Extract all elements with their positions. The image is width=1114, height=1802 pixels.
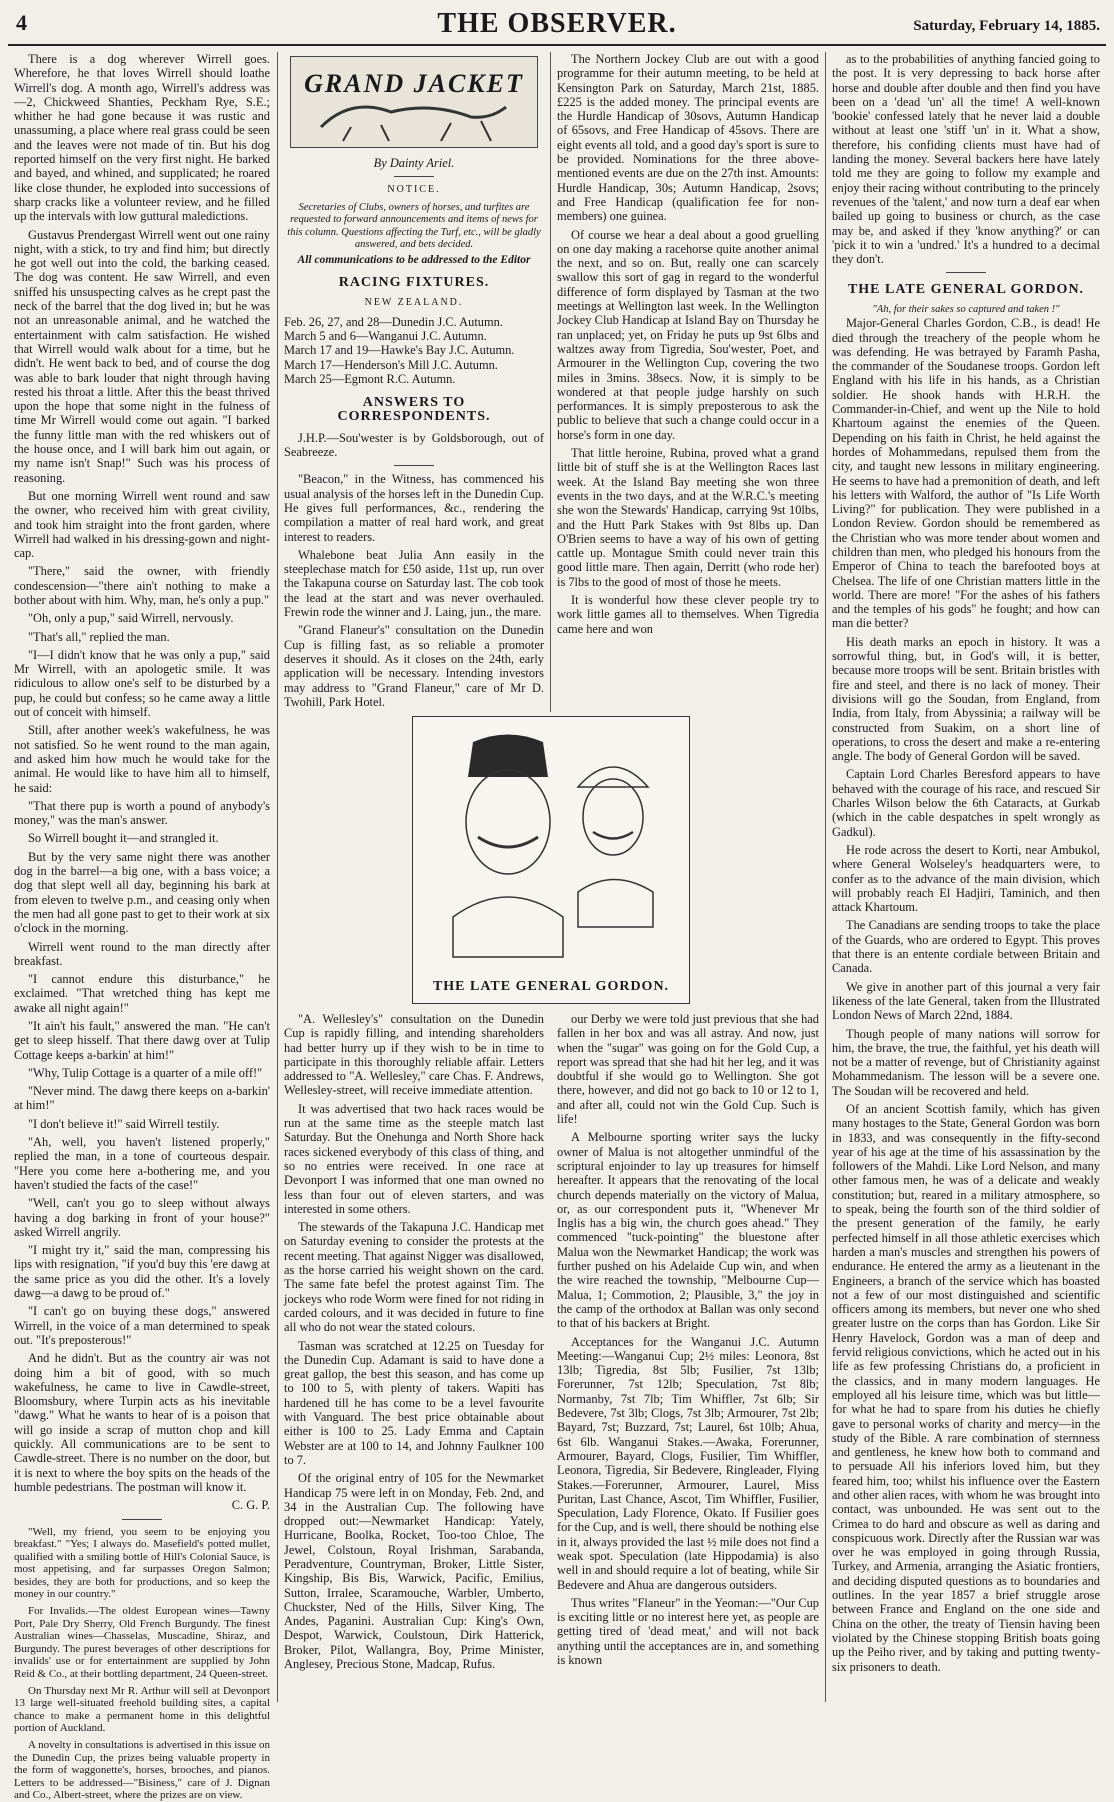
racing-paragraph: our Derby we were told just previous that she had fallen in her box and was all astray. And now, just when the "sugar" was going on for the Gold Cup, a report was spread that she had hit her leg, and it was doubtful if she would go to Wellington. She got there, however, and did not go back to 10 or 12 to 1, and after all, could not win the Gold Cup. Such is life! [557,1012,819,1127]
racing-column-lower [284,1012,544,1702]
racing-notes [832,52,1100,266]
gordon-paragraph: Major-General Charles Gordon, C.B., is dead! He died through the treachery of the people whom he was defending. He was betrayed by Faramh Pasha, the commander of the Soudanese troops. Gordon left England with his life in his hands, as a Christian soldier. He shook hands with H.R.H. the Commander-in-Chief, and went up the Nile to hold Khartoum against the enemies of the Queen. Depending on his faith in Christ, he held against the hordes of Mohammedans, repulsed them from the city, and taught new lessons in military engineering. He seems to have had a premonition of death, and left his letters with Walford, the author of "Is Life Worth Living?" for publication. They were published in a London Review. Gordon should be remembered as the Christian who was more tender about women and children than men, who pledged his honours from the Emperor of China to teach the barefooted boys at Chelsea. The life of one Christian matters little in the world. There are more! "For the ashes of his fathers and the temples of his gods" he fought; and how can man die better? [832,316,1100,631]
racing-paragraph: Tasman was scratched at 12.25 on Tuesday for the Dunedin Cup. Adamant is said to have done a great gallop, the best this season, and has come up to 100 to 5, with plenty of takers. Wapiti has hardened till he has come to be a level favourite with Vanguard. The best price obtainable about either is 100 to 25. Lady Emma and Captain Webster are at 100 to 14, and Johnny Faulkner 100 to 7. [284,1338,544,1467]
story-paragraph: "I don't believe it!" said Wirrell testily. [28,1116,220,1131]
story-paragraph: Gustavus Prendergast Wirrell went out one rainy night, with a stick, to try and find him; but directly he got well out into the cold, the barking ceased. The dog was content. He saw Wirrell, and even sniffed his unsuspecting calves as he crept past the neck of the barrel that the dog lived in; but he was not an unreasonable animal, and he watched the entertainment with calm satisfaction. He wished that Wirrell would walk about for a time, but he didn't. He went back to bed, and of course the dog was able to bark louder that night through having rested his throat a little. After this the beast thrived upon the hope that some night in the fulness of time Mr Wirrell would come out again. "I barked the funny little man with the red whiskers out of the house once, and I will bark him out again, or my name isn't Snap!" Such was his process of reasoning. [14,227,270,485]
racing-notes [557,1012,819,1667]
newspaper-title: THE OBSERVER. [437,8,677,39]
racing-column-continued [557,52,819,702]
story-column [14,52,270,1802]
story-paragraph: But by the very same night there was another dog in the barrel—a big one, with a bass voice; a dog that slept well all day, beginning his bark at from eleven to twelve p.m., and ceasing only when the men had all gone past to get to their work at six o'clock in the morning. [14,849,270,936]
advertisements [14,1526,270,1802]
gordon-paragraph: He rode across the desert to Korti, near Ambukol, where General Wolseley's headquarters were, to confer as to the advance of the main division, which will probably reach El Hadjiri, Taminich, and then attack Khartoum. [832,842,1100,915]
story-paragraph: "I cannot endure this disturbance," he exclaimed. "That wretched thing has kept me awake all night again!" [14,972,270,1015]
gordon-illustration [412,716,690,1004]
gordon-paragraph: Captain Lord Charles Beresford appears to have behaved with the courage of his race, and rescued Sir Charles Wilson below the 6th Cataracts, at Gurkab (which in the cable despatches in spelt wrongly as Gadkul). [832,767,1100,839]
racing-paragraph: It is wonderful how these clever people try to work little games all to themselves. When Tigredia came here and won [557,592,819,636]
fixture-item: March 17 and 19—Hawke's Bay J.C. Autumn. [284,343,515,358]
divider [122,1519,162,1520]
story-paragraph: "I can't go on buying these dogs," answered Wirrell, in the voice of a man determined to speak out. "It's preposterous!" [14,1304,270,1347]
story-paragraph: "It ain't his fault," answered the man. "He can't get to sleep hisself. That there dawg over at Tulip Cottage keeps a-barkin' at him!" [14,1019,270,1062]
racing-notes [284,472,544,709]
page-number: 4 [16,10,27,35]
story-paragraph: "Well, can't you go to sleep without always having a dog barking in front of your house?" asked Wirrell angrily. [14,1196,270,1239]
grand-jacket-banner [290,56,538,148]
advertisement: On Thursday next Mr R. Arthur will sell at Devonport 13 large well-situated freehold building sites, a capital chance to make a permanent home in this delightful portion of Auckland. [14,1684,270,1735]
byline: By Dainty Ariel. [373,156,455,170]
story-paragraph: "I—I didn't know that he was only a pup," said Mr Wirrell, with an apologetic smile. It was ridiculous to allow one's self to be disturbed by a pup, he could but confess; so he came away a little out of conceit with himself. [14,647,270,720]
column-rule [825,52,826,1702]
helmet-icon [578,767,648,787]
racing-paragraph: That little heroine, Rubina, proved what a grand little bit of stuff she is at the Wellington Races last week. At the Island Bay meeting she won three events in the two days, and at the W.R.C.'s meeting she won the Stewards' Handicap, carrying 9st 10lbs, and the Hutt Park Stakes with 9st 8lbs up. Dan O'Brien seems to have a way of his own of getting cattle up. Montague Smith could never train this good little mare. Then again, Derritt (who rode her) is 7lbs to the good of most of those he meets. [557,446,819,589]
racing-paragraph: The Northern Jockey Club are out with a good programme for their autumn meeting, to be held at Kensington Park on Saturday, March 21st, 1885. £225 is the added money. The principal events are the Hurdle Handicap of 30sovs, Autumn Handicap of 65sovs, and Free Handicap of 45sovs. There are eight events all told, and a good day's sport is sure to be provided. Nominations for the three above-mentioned events are due on the 27th inst. Amounts: Hurdle Handicap, 30s; Autumn Handicap, 2sovs; and Free Handicap (qualification fee for non-members) one guinea. [557,52,819,224]
notice-text: Secretaries of Clubs, owners of horses, and turfites are requested to forward announcements and items of news for this column. Questions affecting the Turf, etc., will be gladly answered, and bets decided. [287,201,541,251]
racing-notes [284,1012,544,1671]
advertisement: "Well, my friend, you seem to be enjoying you breakfast." "Yes; I always do. Masefield's potted mullet, qualified with a smiling bottle of Hill's Colonial Sauce, is most appetising, and far surpasses Oregon Salmon; besides, they are both for productions, and so keep the money in our country." [14,1525,270,1601]
notice-heading: NOTICE. [387,184,441,196]
story-paragraph: "Oh, only a pup," said Wirrell, nervously. [28,611,234,626]
story-paragraph: "That's all," replied the man. [28,629,170,644]
divider [946,272,986,273]
answers-heading: ANSWERS TO CORRESPONDENTS. [337,395,491,425]
racing-paragraph: as to the probabilities of anything fancied going to the post. It is very depressing to back horse after horse and double after double and then find you have been on a 'dead 'un' all the time! A well-known 'bookie' confessed lately that he never laid a double without at least one 'stiff 'un' in it. What a show, therefore, his confiding clients must have had of landing the money. Several backers here have lately told me they are going to follow my example and enjoy their racing without contributing to the princely revenues of the 'talent,' and now turn a deaf ear when bailed up going to business or church, as the case may be, and asked if they 'know anything?' or can 'pick it to win a 'undred.' It's a hundred to a decimal they don't. [832,52,1100,267]
gordon-epigraph: "Ah, for their sakes so captured and taken !" [872,303,1060,315]
story-paragraph: Still, after another week's wakefulness, he was not satisfied. So he went round to the man again, and asked him how much he would take for the animal. He would like to have him all to himself, he said: [14,723,270,795]
racing-paragraph: A Melbourne sporting writer says the lucky owner of Malua is not altogether unmindful of the scriptural enjoinder to lay up treasures for himself hereafter. It appears that the renovating of the local church depends materially on the victory of Malua, or, as our correspondent puts it, "Whenever Mr Inglis has a big win, the church goes ahead." They commenced "tuck-pointing" the bluestone after Malua won the Newmarket Handicap; the work was further pushed on his Adelaide Cup win, and when the wire reached the township, "Melbourne Cup—Malua, 1; Commotion, 2; Plausible, 3," the joy in the camp of the orthodox at Ballan was only second to that of his backers at Bright. [557,1130,819,1331]
racing-paragraph: The stewards of the Takapuna J.C. Handicap met on Saturday evening to consider the protests at the recent meeting. That against Nigger was disallowed, as the horse carried his weight shown on the card. The same fate befel the protest against Tim. The jockeys who rode Worm were fined for not riding in carded colours, and it was decided in future to fine all who do not wear the stated colours. [284,1220,544,1335]
divider [394,465,434,466]
issue-date: Saturday, February 14, 1885. [913,18,1100,34]
story-body [14,52,270,1494]
story-paragraph: But one morning Wirrell went round and saw the owner, who received him with great civility, and took him straight into the front garden, where Wirrell had walked in his dressing-gown and night-cap. [14,488,270,561]
column-rule [550,52,551,712]
gordon-paragraph: We give in another part of this journal a very fair likeness of the late General, taken from the Illustrated London News of March 22nd, 1884. [832,979,1100,1023]
gordon-paragraph: His death marks an epoch in history. It was a sorrowful thing, but, in God's will, it is better, because more troops will be sent. Britain bristles with fire and steel, and there is no lack of money. Their divisions will go the Soudan, from England, from India, from Italy, from Abyssinia; a railway will be constructed from Suakim, on a short line of operations, to cross the desert and make a re-entering angle. The body of General Gordon will be saved. [832,634,1100,764]
racing-paragraph: Acceptances for the Wanganui J.C. Autumn Meeting:—Wanganui Cup; 2½ miles: Leonora, 8st 13lb; Tigredia, 8st 5lb; Fusilier, 7st 13lb; Forerunner, 7st 12lb; Speculation, 7st 8lb; Normanby, 7st 7lb; Tim Whiffler, 7st 6lb; Sir Bedevere, 7st 3lb; Clogs, 7st 3lb; Armourer, 7st 2lb; Bayard, 7st; Buzzard, 7st; Laurel, 6st 10lb; Ahua, 6st 6lb. Wanganui Stakes.—Awaka, Forerunner, Armourer, Bayard, Clogs, Fusilier, Tim Whiffler, Leonora, Tigredia, Sir Bedevere, Ringleader, Flying Stakes.—Forerunner, Armourer, Laurel, Miss Puritan, Last Chance, Ascot, Tim Whiffler, Fusilier, Speculation, Lady Florence, Okato. If Fusilier goes for the Cup, and is well, there should be nothing else in it, always provided the last ½ mile does not find a weak spot. Speculation (late Hippodamia) is also well in and should require a lot of beating, while Sir Bedevere and Ahua are dangerous outsiders. [557,1334,819,1592]
divider [394,176,434,177]
story-paragraph: And he didn't. But as the country air was not doing him a bit of good, with so much wakefulness, he came to live in Cawdle-street, Bloomsbury, where Turpin acts as his inevitable "dawg." What he wants to hear of is a poison that will go inside a scrap of mutton chop and kill quickly. All communications are to be sent to Cawdle-street. There is no number on the door, but it is next to where the boy spits on the heads of the humble pedestrians. The postman will know it. [14,1351,270,1494]
column-rule [277,52,278,1702]
story-paragraph: "I might try it," said the man, compressing his lips with resignation, "if you'd buy this 'ere dawg at the same price as you did the other. It's a lovely dawg—a dawg to be proud of." [14,1243,270,1301]
story-paragraph: "Ah, well, you haven't listened properly," replied the man, in a tone of courteous despair. "Here you come here a-bothering me, and you haven't studied the facts of the case!" [14,1135,270,1192]
story-paragraph: So Wirrell bought it—and strangled it. [28,831,219,846]
masthead [8,6,1106,46]
story-paragraph: "There," said the owner, with friendly condescension—"there ain't nothing to make a bother about with him. Why, man, he's only a pup." [14,564,270,607]
fixtures-sub: NEW ZEALAND. [364,297,464,309]
story-paragraph: Wirrell went round to the man directly after breakfast. [14,939,270,968]
fixtures-list [284,315,544,386]
fixture-item: Feb. 26, 27, and 28—Dunedin J.C. Autumn. [284,314,503,329]
racing-column-lower [557,1012,819,1702]
racing-paragraph: Of the original entry of 105 for the Newmarket Handicap 75 were left in on Monday, Feb. 2nd, and 34 in the Australian Cup. The following have dropped out:—Newmarket Handicap: Yately, Hurricane, Boolka, Rocket, Too-too Chloe, The Jewel, Colstoun, Royal Irishman, Sarabanda, Peradventure, Countryman, Broker, Little Sister, Kingship, Bis Bis, Warwick, Pacific, Emilius, Sutton, Irralee, Scaramouche, Warbler, Umberto, Chuckster, Ned of the Hills, Silver King, The Andes, Paganini. Australian Cup: King's Own, Despot, Warwick, Coulstoun, Dirk Hatterick, Broker, Pilot, Wallangra, Boy, Prime Minister, Anglesey, Precious Stone, Madcap, Rufus. [284,1471,544,1672]
fixture-item: March 25—Egmont R.C. Autumn. [284,371,456,386]
gordon-heading: THE LATE GENERAL GORDON. [847,282,1085,298]
fixtures-heading: RACING FIXTURES. [338,275,490,291]
advertisement: A novelty in consultations is advertised in this issue on the Dunedin Cup, the prizes being valuable property in the form of waggonette's, horses, brooches, and pianos. Letters to be addressed—"Bisiness," care of J. Dignan and Co., Albert-street, where the prizes are on view. [14,1739,270,1802]
racing-paragraph: "Beacon," in the Witness, has commenced his usual analysis of the horses left in the Dunedin Cup. He gives full performances, &c., rendering the compilation a matter of real hard work, and great interest to readers. [284,472,544,544]
story-signature: C. G. P. [231,1498,270,1513]
story-paragraph: There is a dog wherever Wirrell goes. Wherefore, he that loves Wirrell should loathe Wirrell's dog. A month ago, Wirrell's address was—2, Chickweed Shanties, Peckham Rye, S.E.; whither he had gone because it was rustic and unassuming, a place where real grass could be seen and the leaves were not made of tin. But his dog reported himself on the very first night. He barked and bayed, and whined, and supplicated; he roared like close thunder, he exploded into successions of sharp cracks like a volunteer review, and he filled up the intervals with low guttural maledictions. [14,52,270,224]
gordon-column [832,52,1100,1697]
racing-paragraph: "A. Wellesley's" consultation on the Dunedin Cup is rapidly filling, and intending shareholders had better hurry up if they wish to be in time to participate in this thoroughly reliable affair. Letters addressed to "A. Wellesley," care Chas. F. Andrews, Wellesley-street, will receive immediate attention. [284,1012,544,1098]
racing-paragraph: Whalebone beat Julia Ann easily in the steeplechase match for £50 aside, 11st up, run over the Takapuna course on Saturday last. The cob took the lead at the start and was never overhauled. Frewin rode the winner and J. Laing, jun., the mare. [284,547,544,620]
gordon-paragraph: The Canadians are sending troops to take the place of the Guards, who are ordered to Egypt. This proves that there is an entente cordiale between Britain and Canada. [832,918,1100,976]
banner-title: GRAND JACKET [304,69,524,98]
racing-notes [557,52,819,636]
gordon-paragraph: Of an ancient Scottish family, which has given many hostages to the State, General Gordon was born in 1833, and was consequently in the fifty-second year of his age at the time of his assassination by the followers of the Mahdi. Like Lord Nelson, and many other famous men, he was of a delicate and weakly constitution; but, reared in a military atmosphere, so to speak, being the fourth son of the third soldier of the present generation of the family, he early perfected himself in all those athletic exercises which harden a man's muscles and strengthen his powers of endurance. He entered the army as a lieutenant in the Engineers, a branch of the service which has boasted not a few of our most distinguished and scientific officers among its members, but never one who shed greater lustre on the corps than has Gordon. Like Sir Henry Havelock, Gordon was a man of deep and fervid religious convictions, which he acted out in his life as few professing Christians do, a proficient in the classics, and in many modern languages. He employed all his leisure time, which was but little—for what he had to spare from his duties he chiefly gave to personal works of charity and mercy—in the study of the Bible. A rare combination of sternness and gentleness, he knew how both to command and to persuade All his inferiors loved him, but they feared him, too; whilst his influence over the Eastern and other alien races, with whom he was brought into contact, was unbounded. He was sent out to the Crimea to do hard and obscure as well as daring and conspicuous work. Directly after the Russian war was over he was employed in going through Russia, Turkey, and Armenia, arranging the Asiatic frontiers, and deciding disputed questions as to boundaries and outlines. In the year 1857 a brief struggle arose between France and England on the one side and China on the other, the treaty of Tiensin having been violated by the Chinese stopping British boats going up the Peiho river, and by taking and putting twenty-six prisoners to death. [832,1101,1100,1674]
racing-paragraph: Of course we hear a deal about a good gruelling on one day making a racehorse quite another animal the next, and so on. But, really one can scarcely swallow this sort of gag in regard to the wonderful difference of form displayed by Tasman at the two meetings at Wellington last week. In the Wellington Jockey Club Handicap at Island Bay on Thursday he ran unplaced; yet, on Friday he puts up 9st 6lbs and waltzes away from Tigredia, Sou'wester, Poet, and Armourer in the Wellington Cup, covering the two miles in 3mins. 38secs. Now, it is simply to be wondered at that people judge harshly on such performances. It is simply preposterous to ask the public to believe that such a change could occur in a horse's form in one day. [557,227,819,442]
fixture-item: March 17—Henderson's Mill J.C. Autumn. [284,357,498,372]
story-paragraph: "Why, Tulip Cottage is a quarter of a mile off!" [28,1065,263,1080]
gordon-paragraph: Though people of many nations will sorrow for him, the brave, the true, the faithful, yet his death will not be a matter of revenge, but of Christianity against Mohammedanism. The lesson will be a severe one. The Soudan will be recovered and held. [832,1026,1100,1098]
fixture-item: March 5 and 6—Wanganui J.C. Autumn. [284,328,487,343]
racing-paragraph: Thus writes "Flaneur" in the Yeoman:—"Our Cup is exciting little or no interest here yet, as people are getting tired of 'dead meat,' and will not back anything until the acceptances are in, and something is known [557,1595,819,1668]
racing-paragraph: It was advertised that two hack races would be run at the same time as the steeple match last Saturday. But the Onehunga and North Shore hack races sickened everybody of this class of thing, and so no entries were received. In one race at Devonport I was informed that one man owned no less than four out of eleven starters, and was interested in some others. [284,1101,544,1216]
advertisement: For Invalids.—The oldest European wines—Tawny Port, Pale Dry Sherry, Old French Burgundy. The finest Australian wines—Chasselas, Muscadine, Shiraz, and Burgundy. The purest beverages of other descriptions for invalids' use or for entertainment are supplied by John Reid & Co., at their bottling department, 24 Queen-street. [14,1605,270,1681]
racing-paragraph: "Grand Flaneur's" consultation on the Dunedin Cup is filling fast, as so reliable a promoter deserves it should. As it closes on the 24th, early application will be necessary. Intending investors may address to "Grand Flaneur," care of Mr D. Twohill, Park Hotel. [284,623,544,709]
story-paragraph: "Never mind. The dawg there keeps on a-barkin' at him!" [14,1084,270,1113]
portrait-engraving [413,717,689,967]
gordon-article [832,316,1100,1674]
story-paragraph: "That there pup is worth a pound of anybody's money," was the man's answer. [14,798,270,828]
answers-text: J.H.P.—Sou'wester is by Goldsborough, out of Seabreeze. [284,430,544,460]
notice-address: All communications to be addressed to the Editor [297,253,531,266]
illustration-caption: THE LATE GENERAL GORDON. [432,979,670,994]
